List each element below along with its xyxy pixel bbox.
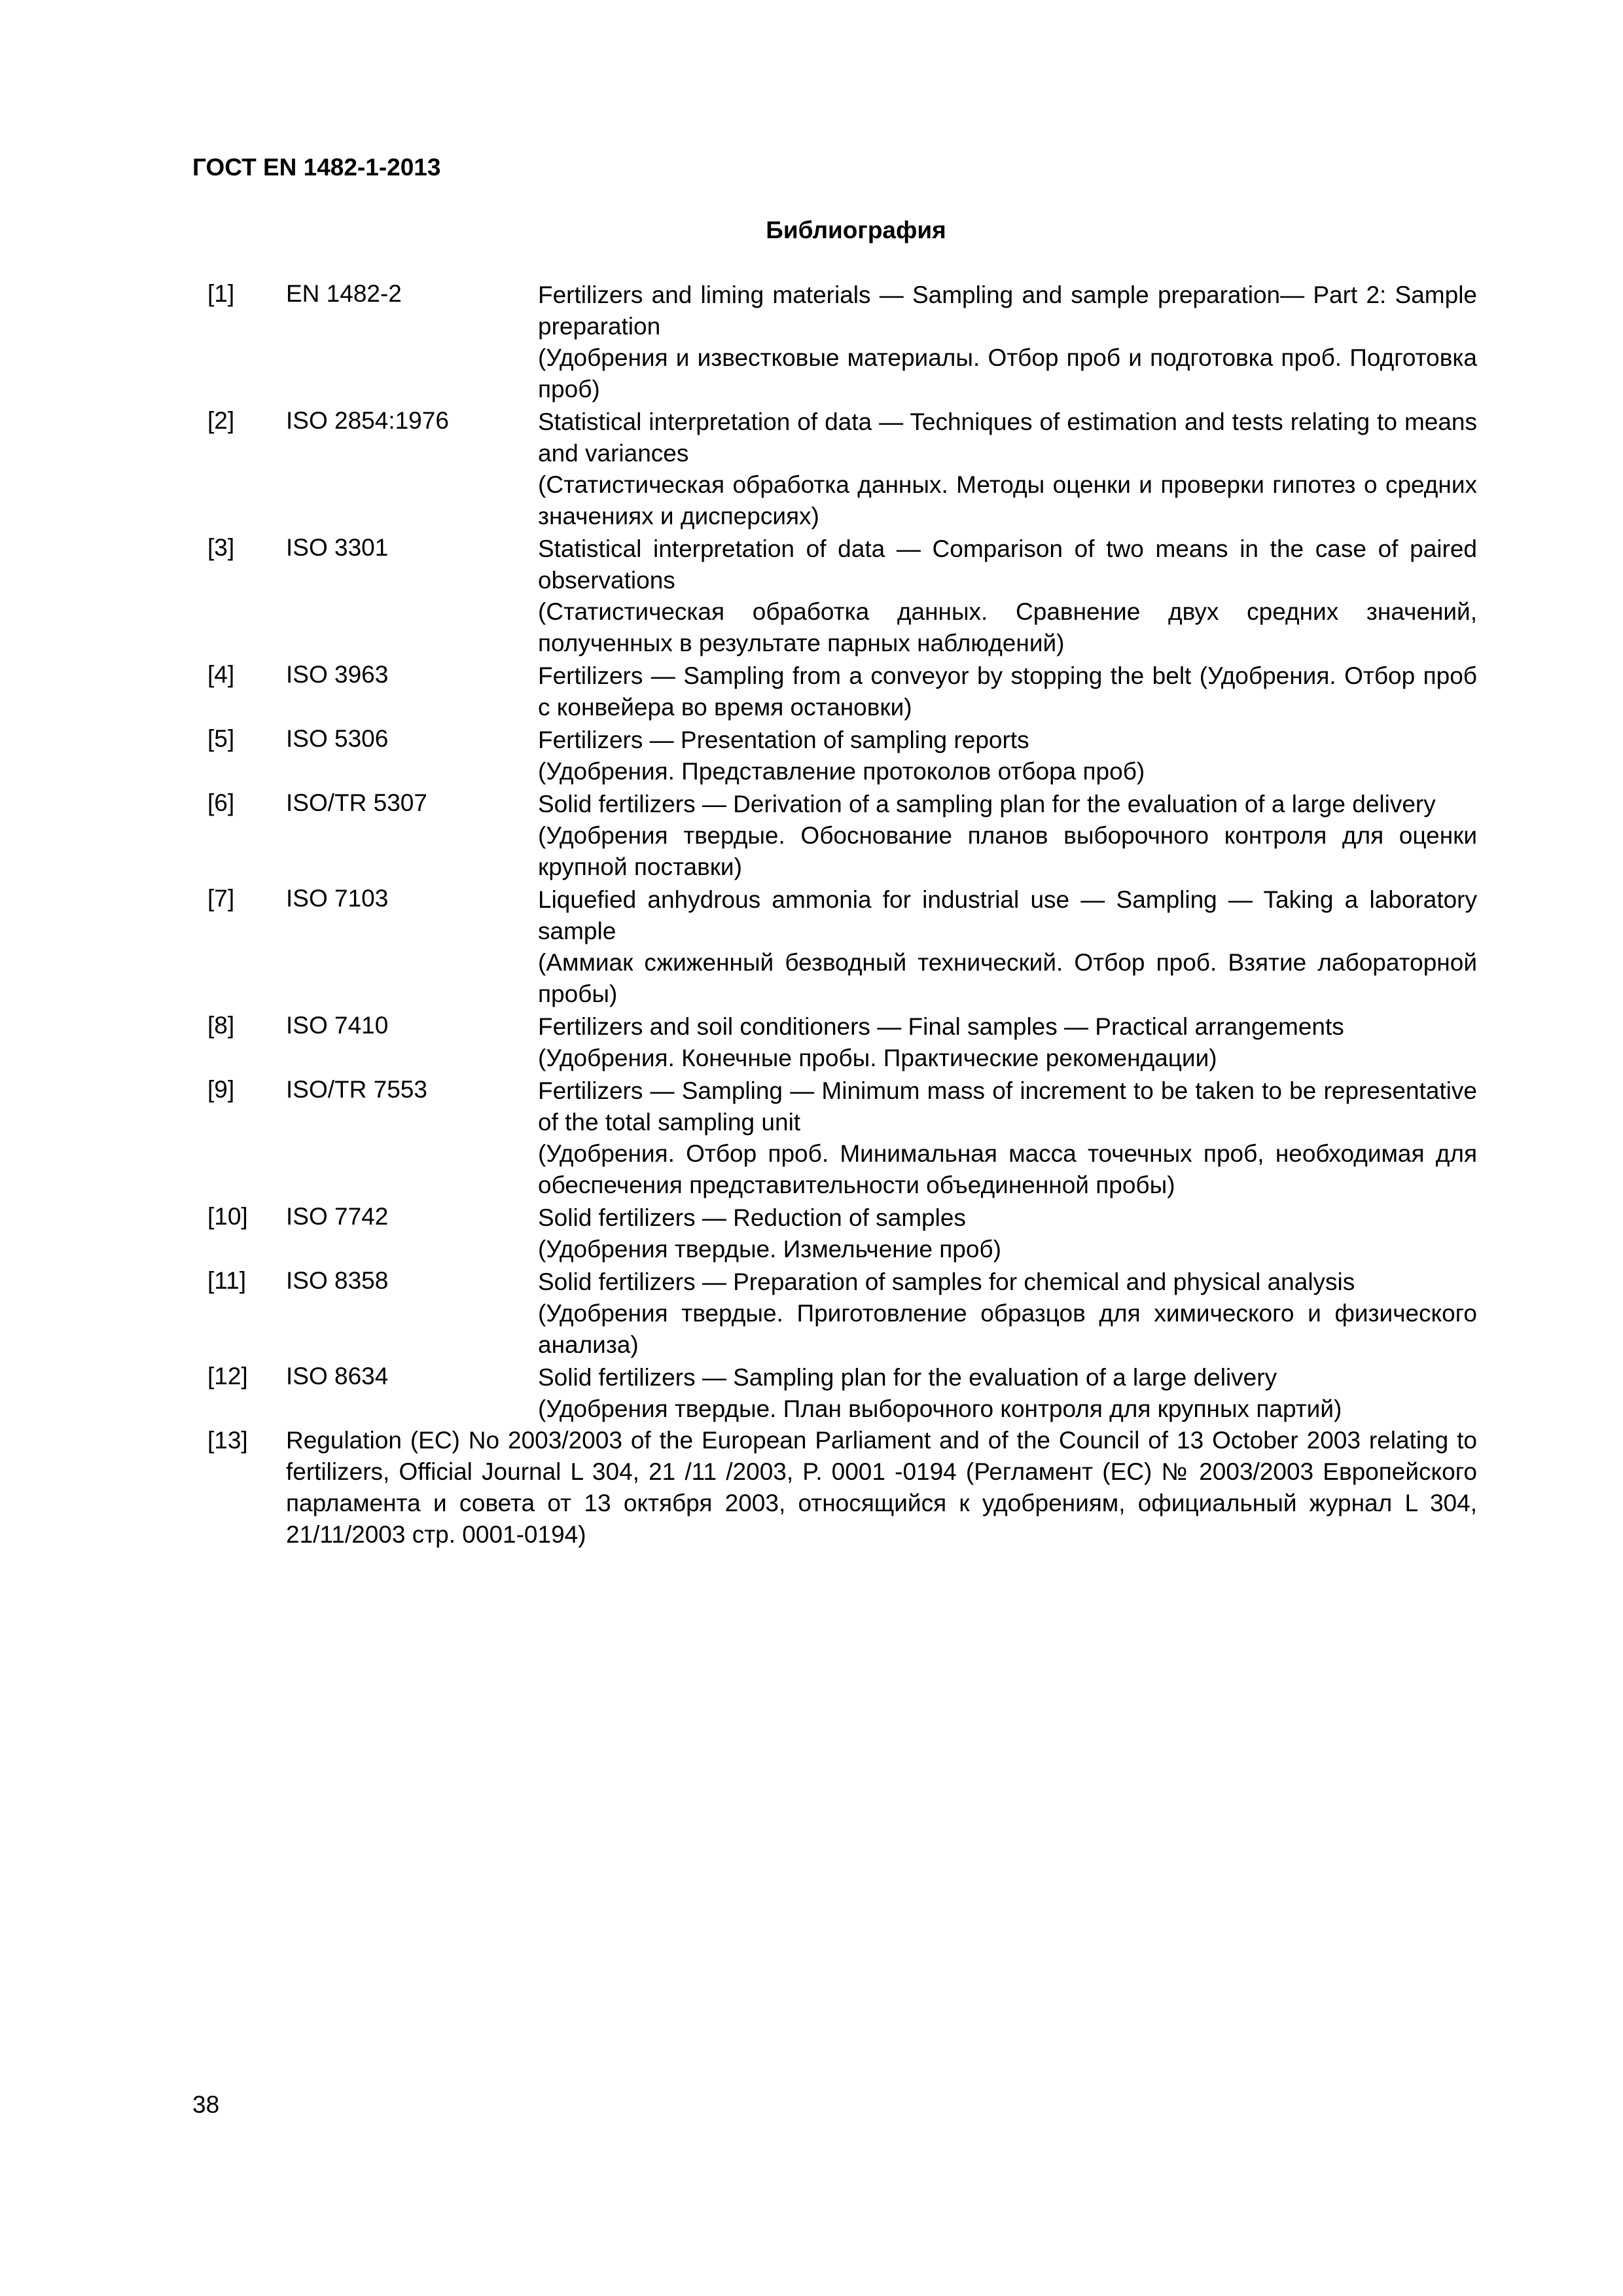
entry-description xyxy=(538,1202,1477,1265)
entry-number: [13] xyxy=(207,1427,248,1454)
entry-number: [4] xyxy=(207,661,235,688)
entry-title-en: Fertilizers and soil conditioners — Final samples — Practical arrangements xyxy=(538,1013,1344,1040)
entry-standard-code: EN 1482-2 xyxy=(286,280,402,307)
entry-title-ru: (Статистическая обработка данных. Методы оценки и проверки гипотез о средних значениях и дисперсиях) xyxy=(538,471,1477,529)
document-id-header: ГОСТ EN 1482-1-2013 xyxy=(192,154,441,181)
entry-description xyxy=(538,725,1477,787)
page-number: 38 xyxy=(192,2091,220,2118)
entry-title-en: Statistical interpretation of data — Comparison of two means in the case of paired observations xyxy=(538,535,1477,594)
entry-number: [2] xyxy=(207,407,235,434)
bibliography-title: Библиография xyxy=(766,217,946,243)
entry-title-ru: (Удобрения твердые. Обоснование планов выборочного контроля для оценки крупной поставки) xyxy=(538,822,1477,880)
entry-description xyxy=(538,533,1477,659)
entry-number: [6] xyxy=(207,789,235,816)
entry-title-en: Solid fertilizers — Preparation of samples for chemical and physical analysis xyxy=(538,1268,1355,1295)
entry-title-en: Fertilizers — Sampling from a conveyor by stopping the belt (Удобрения. Отбор проб с конвейера во время остановки) xyxy=(538,662,1477,721)
entry-title-en: Solid fertilizers — Sampling plan for the evaluation of a large delivery xyxy=(538,1364,1277,1391)
bibliography-entry xyxy=(207,787,1477,883)
bibliography-entry xyxy=(207,1265,1477,1361)
bibliography-entry xyxy=(207,1425,1477,1551)
entry-title-ru: (Аммиак сжиженный безводный технический. Отбор проб. Взятие лабораторной пробы) xyxy=(538,949,1477,1007)
entry-standard-code: ISO/TR 7553 xyxy=(286,1076,427,1103)
entry-standard-code: ISO 7742 xyxy=(286,1203,389,1230)
entry-description xyxy=(538,789,1477,883)
entry-title-ru: (Удобрения. Конечные пробы. Практические рекомендации) xyxy=(538,1045,1217,1071)
entry-standard-code: ISO 8634 xyxy=(286,1363,389,1390)
entry-description xyxy=(538,1266,1477,1361)
entry-number: [9] xyxy=(207,1076,235,1103)
entry-title-en: Liquefied anhydrous ammonia for industrial use — Sampling — Taking a laboratory sample xyxy=(538,886,1477,944)
entry-title-en: Statistical interpretation of data — Techniques of estimation and tests relating to means and variances xyxy=(538,408,1477,467)
entry-standard-code: ISO 2854:1976 xyxy=(286,407,449,434)
bibliography-entry xyxy=(207,1010,1477,1074)
entry-standard-code: ISO 7103 xyxy=(286,885,389,912)
entry-title-en: Solid fertilizers — Reduction of samples xyxy=(538,1204,966,1231)
bibliography-entry xyxy=(207,532,1477,659)
entry-title-ru: (Удобрения и известковые материалы. Отбор проб и подготовка проб. Подготовка проб) xyxy=(538,344,1477,403)
entry-standard-code: ISO 5306 xyxy=(286,725,389,752)
entry-description xyxy=(538,406,1477,532)
bibliography-entry xyxy=(207,1074,1477,1201)
entry-title-en: Fertilizers — Presentation of sampling reports xyxy=(538,726,1029,753)
entry-number: [7] xyxy=(207,885,235,912)
bibliography-entry xyxy=(207,405,1477,532)
entry-title-ru: (Удобрения твердые. Приготовление образцов для химического и физического анализа) xyxy=(538,1300,1477,1358)
entry-description xyxy=(538,1011,1477,1074)
entry-number: [8] xyxy=(207,1012,235,1039)
entry-number: [5] xyxy=(207,725,235,752)
entry-title-ru: (Статистическая обработка данных. Сравнение двух средних значений, полученных в результате парных наблюдений) xyxy=(538,598,1477,656)
bibliography-list xyxy=(207,278,1477,1551)
entry-description xyxy=(538,1362,1477,1425)
entry-title-en: Fertilizers and liming materials — Sampling and sample preparation— Part 2: Sample preparation xyxy=(538,281,1477,340)
entry-description xyxy=(538,1075,1477,1201)
entry-standard-code: ISO 3301 xyxy=(286,534,389,561)
entry-title-ru: (Удобрения твердые. План выборочного контроля для крупных партий) xyxy=(538,1395,1342,1422)
bibliography-entry xyxy=(207,1201,1477,1265)
entry-title-en: Solid fertilizers — Derivation of a sampling plan for the evaluation of a large delivery xyxy=(538,791,1436,817)
entry-description xyxy=(538,279,1477,405)
bibliography-entry xyxy=(207,723,1477,787)
entry-title-ru: (Удобрения. Отбор проб. Минимальная масса точечных проб, необходимая для обеспечения представительности объединенной пробы) xyxy=(538,1140,1477,1198)
entry-description xyxy=(538,884,1477,1010)
entry-number: [11] xyxy=(207,1267,246,1294)
entry-number: [1] xyxy=(207,280,235,307)
entry-title-ru: (Удобрения твердые. Измельчение проб) xyxy=(538,1236,1001,1263)
bibliography-entry xyxy=(207,659,1477,723)
entry-standard-code: ISO 8358 xyxy=(286,1267,389,1294)
entry-number: [12] xyxy=(207,1363,248,1390)
entry-standard-code: ISO 3963 xyxy=(286,661,389,688)
entry-number: [10] xyxy=(207,1203,248,1230)
bibliography-entry xyxy=(207,883,1477,1010)
entry-title-ru: (Удобрения. Представление протоколов отбора проб) xyxy=(538,758,1145,785)
entry-title-en: Fertilizers — Sampling — Minimum mass of increment to be taken to be representative of the total sampling unit xyxy=(538,1077,1477,1136)
entry-standard-code: ISO/TR 5307 xyxy=(286,789,427,816)
entry-number: [3] xyxy=(207,534,235,561)
bibliography-entry xyxy=(207,1361,1477,1425)
bibliography-entry xyxy=(207,278,1477,405)
entry-regulation-text: Regulation (EC) No 2003/2003 of the European Parliament and of the Council of 13 October 2003 relating to fertilizers, Official Journal L 304, 21 /11 /2003, P. 0001 -0194 (Регламент (ЕС) № 2003/2003 Европейского парламента и совета от 13 октября 2003, относящийся к удобрениям, официальный журнал L 304, 21/11/2003 стр. 0001-0194) xyxy=(286,1427,1477,1548)
entry-description xyxy=(538,660,1477,723)
entry-standard-code: ISO 7410 xyxy=(286,1012,389,1039)
